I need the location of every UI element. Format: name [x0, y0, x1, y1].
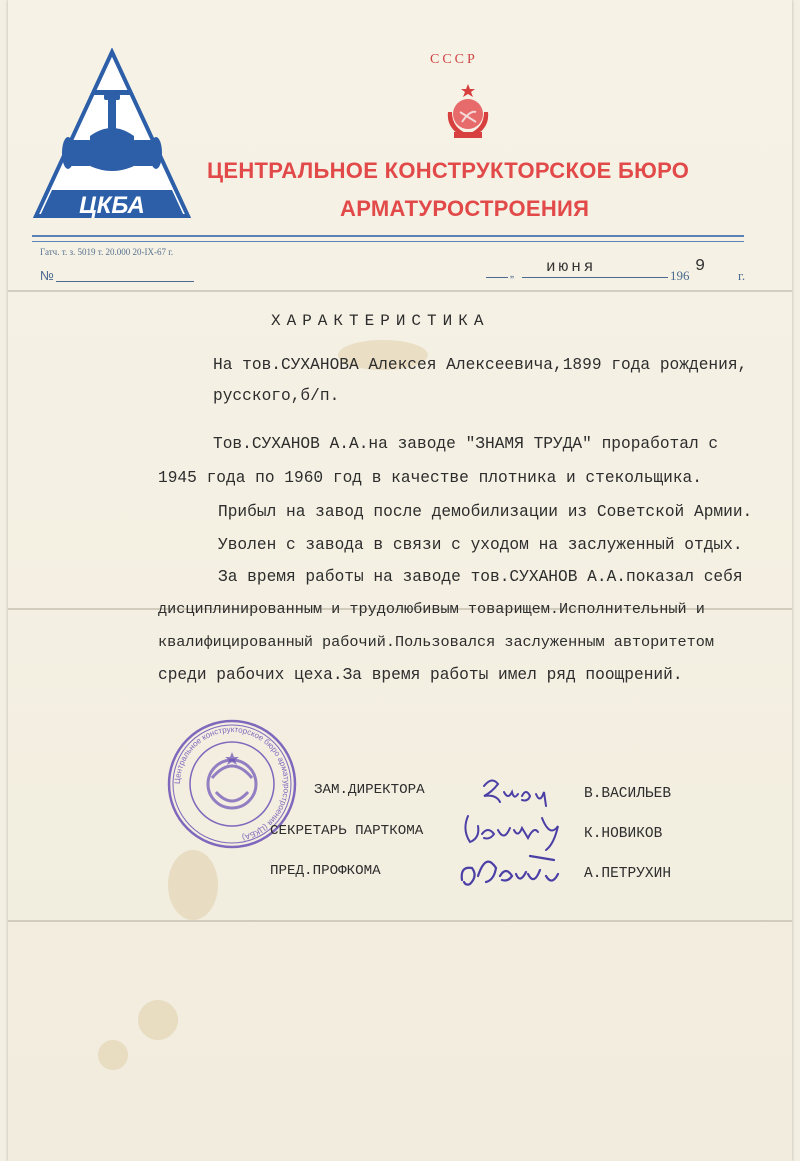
year-suffix: г.	[738, 268, 746, 283]
print-info: Гатч. т. з. 5019 т. 20.000 20-IX-67 г.	[40, 247, 174, 257]
signatory-name: А.ПЕТРУХИН	[584, 866, 672, 882]
organization-name-line1: ЦЕНТРАЛЬНОЕ КОНСТРУКТОРСКОЕ БЮРО	[207, 158, 690, 183]
body-line: Уволен с завода в связи с уходом на заслуженный отдых.	[218, 536, 743, 554]
body-line: квалифицированный рабочий.Пользовался заслуженным авторитетом	[158, 633, 714, 651]
body-line: На тов.СУХАНОВА Алексея Алексеевича,1899 года рождения,	[213, 356, 748, 374]
number-field-line	[56, 281, 194, 282]
signatory-position: СЕКРЕТАРЬ ПАРТКОМА	[270, 823, 424, 839]
signatory-name: К.НОВИКОВ	[584, 826, 663, 842]
organization-name-line2: АРМАТУРОСТРОЕНИЯ	[340, 196, 590, 221]
body-line: Тов.СУХАНОВ А.А.на заводе "ЗНАМЯ ТРУДА" проработал с	[213, 435, 719, 453]
country-label: СССР	[430, 52, 478, 67]
signatory-position: ПРЕД.ПРОФКОМА	[270, 863, 381, 879]
ussr-coat-of-arms-icon	[440, 82, 496, 142]
body-line: За время работы на заводе тов.СУХАНОВ А.А.показал себя	[218, 568, 743, 586]
letterhead-rule-thick	[32, 235, 744, 237]
svg-text:Центральное конструкторское бю: Центральное конструкторское бюро арматуростроения (ЦКБА)	[172, 724, 292, 842]
signatory-name: В.ВАСИЛЬЕВ	[584, 786, 672, 802]
paper-stain	[98, 1040, 128, 1070]
body-line: Прибыл на завод после демобилизации из Советской Армии.	[218, 503, 753, 521]
year-digit: 9	[695, 257, 706, 276]
body-line: среди рабочих цеха.За время работы имел ряд поощрений.	[158, 666, 683, 684]
signature-union-chair	[456, 846, 566, 894]
signatory-position: ЗАМ.ДИРЕКТОРА	[314, 782, 425, 798]
body-line: дисциплинированным и трудолюбивым товарищем.Исполнительный и	[158, 600, 705, 618]
document-title: ХАРАКТЕРИСТИКА	[271, 312, 490, 330]
ckba-logo	[32, 48, 192, 220]
fold-line-top	[8, 290, 792, 292]
letterhead-rule-thin	[32, 241, 744, 242]
fold-line-bottom	[8, 920, 792, 922]
body-line: русского,б/п.	[213, 387, 340, 405]
day-field-line	[486, 277, 508, 278]
paper-stain	[168, 850, 218, 920]
logo-text: ЦКБА	[79, 192, 145, 219]
month-field-line	[522, 277, 668, 278]
date-quote-mark: „	[510, 266, 514, 280]
body-line: 1945 года по 1960 год в качестве плотника и стекольщика.	[158, 469, 702, 487]
paper-stain	[138, 1000, 178, 1040]
date-month: июня	[546, 258, 597, 276]
number-label: №	[40, 268, 54, 283]
year-prefix: 196	[670, 268, 690, 283]
